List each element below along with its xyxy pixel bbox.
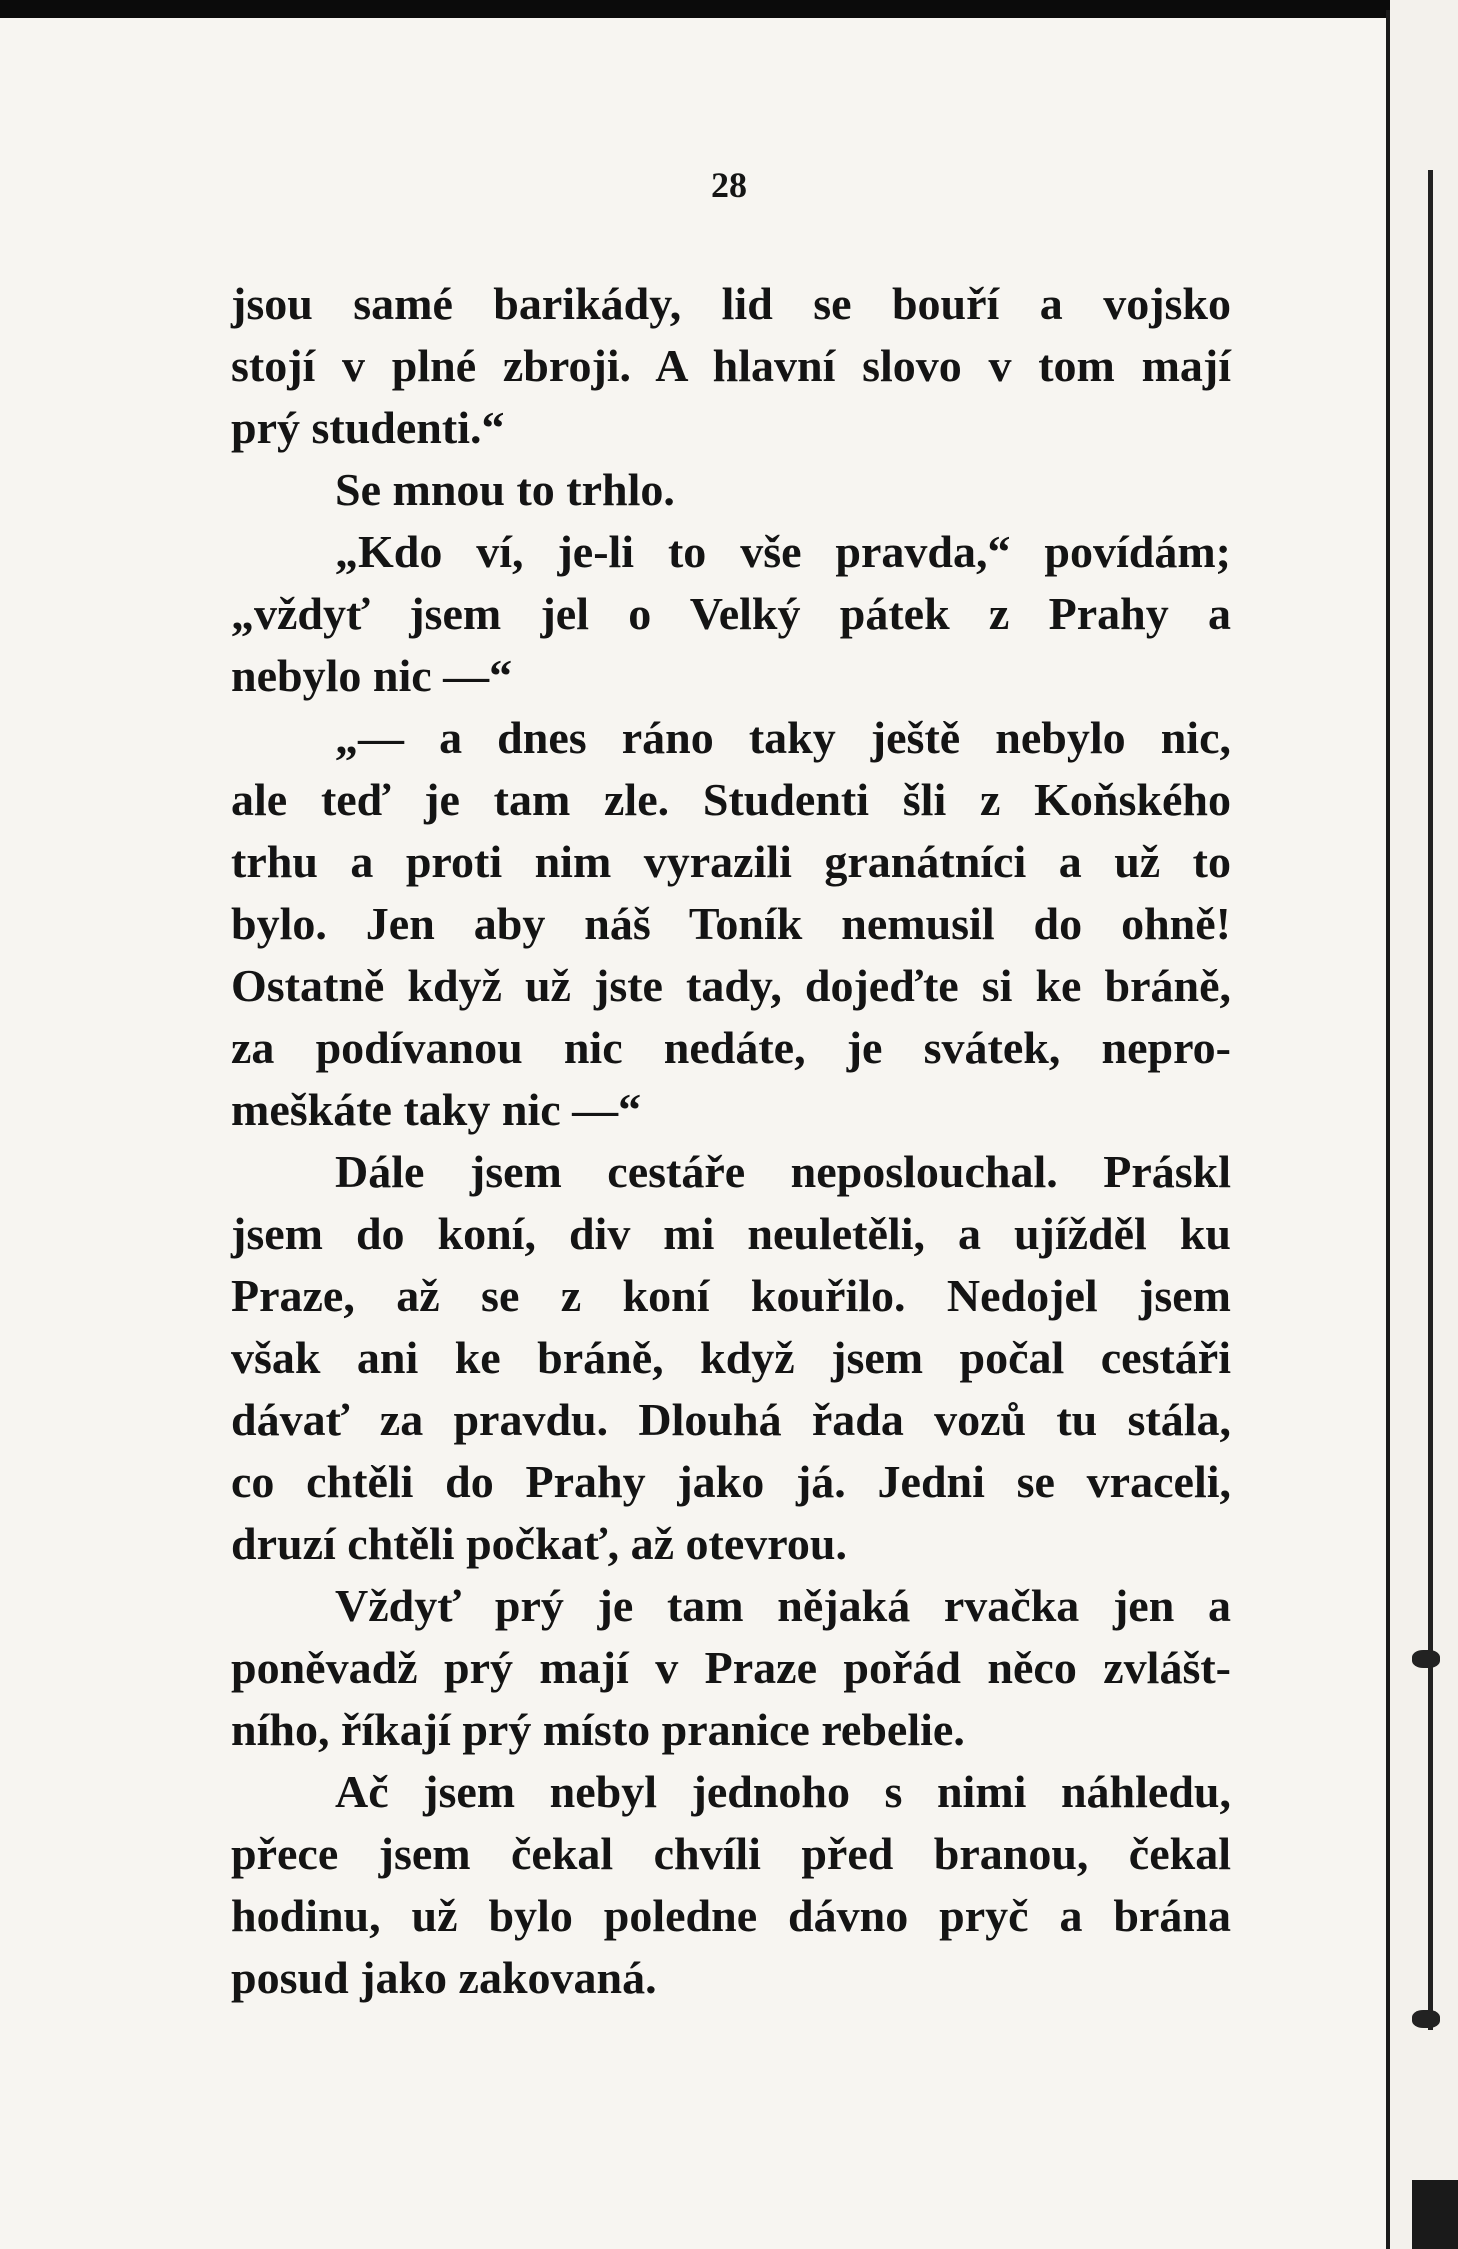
text-line: jsou samé barikády, lid se bouří a vojsko <box>231 278 1231 329</box>
adjacent-page-edge <box>1390 0 1458 2249</box>
text-line: „Kdo ví, je-li to vše pravda,“ povídám; <box>335 526 1231 577</box>
text-line: druzí chtěli počkať, až otevrou. <box>231 1518 847 1569</box>
text-line: dávať za pravdu. Dlouhá řada vozů tu stála, <box>231 1394 1231 1445</box>
text-line: „vždyť jsem jel o Velký pátek z Prahy a <box>231 588 1231 639</box>
text-line: jsem do koní, div mi neuletěli, a ujížděl ku <box>231 1208 1231 1259</box>
page-number: 28 <box>711 165 747 205</box>
text-line: Dále jsem cestáře neposlouchal. Práskl <box>335 1146 1231 1197</box>
text-line: Vždyť prý je tam nějaká rvačka jen a <box>335 1580 1231 1631</box>
text-line: posud jako zakovaná. <box>231 1952 657 2003</box>
text-line: stojí v plné zbroji. A hlavní slovo v tom mají <box>231 340 1231 391</box>
text-line: nebylo nic —“ <box>231 650 513 701</box>
spine-line <box>1428 170 1433 2030</box>
text-line: „— a dnes ráno taky ještě nebylo nic, <box>335 712 1231 763</box>
text-line: Praze, až se z koní kouřilo. Nedojel jsem <box>231 1270 1231 1321</box>
text-line: Se mnou to trhlo. <box>335 464 675 515</box>
text-line: poněvadž prý mají v Praze pořád něco zvlášt- <box>231 1642 1231 1693</box>
spine-corner-shadow <box>1412 2180 1458 2249</box>
text-line: ale teď je tam zle. Studenti šli z Koňského <box>231 774 1231 825</box>
text-line: Ač jsem nebyl jednoho s nimi náhledu, <box>335 1766 1231 1817</box>
text-line: bylo. Jen aby náš Toník nemusil do ohně! <box>231 898 1231 949</box>
text-line: co chtěli do Prahy jako já. Jedni se vraceli, <box>231 1456 1231 1507</box>
spine-mark <box>1412 2010 1440 2028</box>
text-line: trhu a proti nim vyrazili granátníci a už to <box>231 836 1231 887</box>
text-line: přece jsem čekal chvíli před branou, čekal <box>231 1828 1231 1879</box>
text-line: meškáte taky nic —“ <box>231 1084 642 1135</box>
text-line: za podívanou nic nedáte, je svátek, nepro- <box>231 1022 1231 1073</box>
text-line: však ani ke bráně, když jsem počal cestáři <box>231 1332 1231 1383</box>
text-line: ního, říkají prý místo pranice rebelie. <box>231 1704 965 1755</box>
body-text <box>231 273 1231 2009</box>
text-line: prý studenti.“ <box>231 402 505 453</box>
text-line: hodinu, už bylo poledne dávno pryč a brána <box>231 1890 1231 1941</box>
spine-mark <box>1412 1650 1440 1668</box>
text-line: Ostatně když už jste tady, dojeďte si ke bráně, <box>231 960 1231 1011</box>
